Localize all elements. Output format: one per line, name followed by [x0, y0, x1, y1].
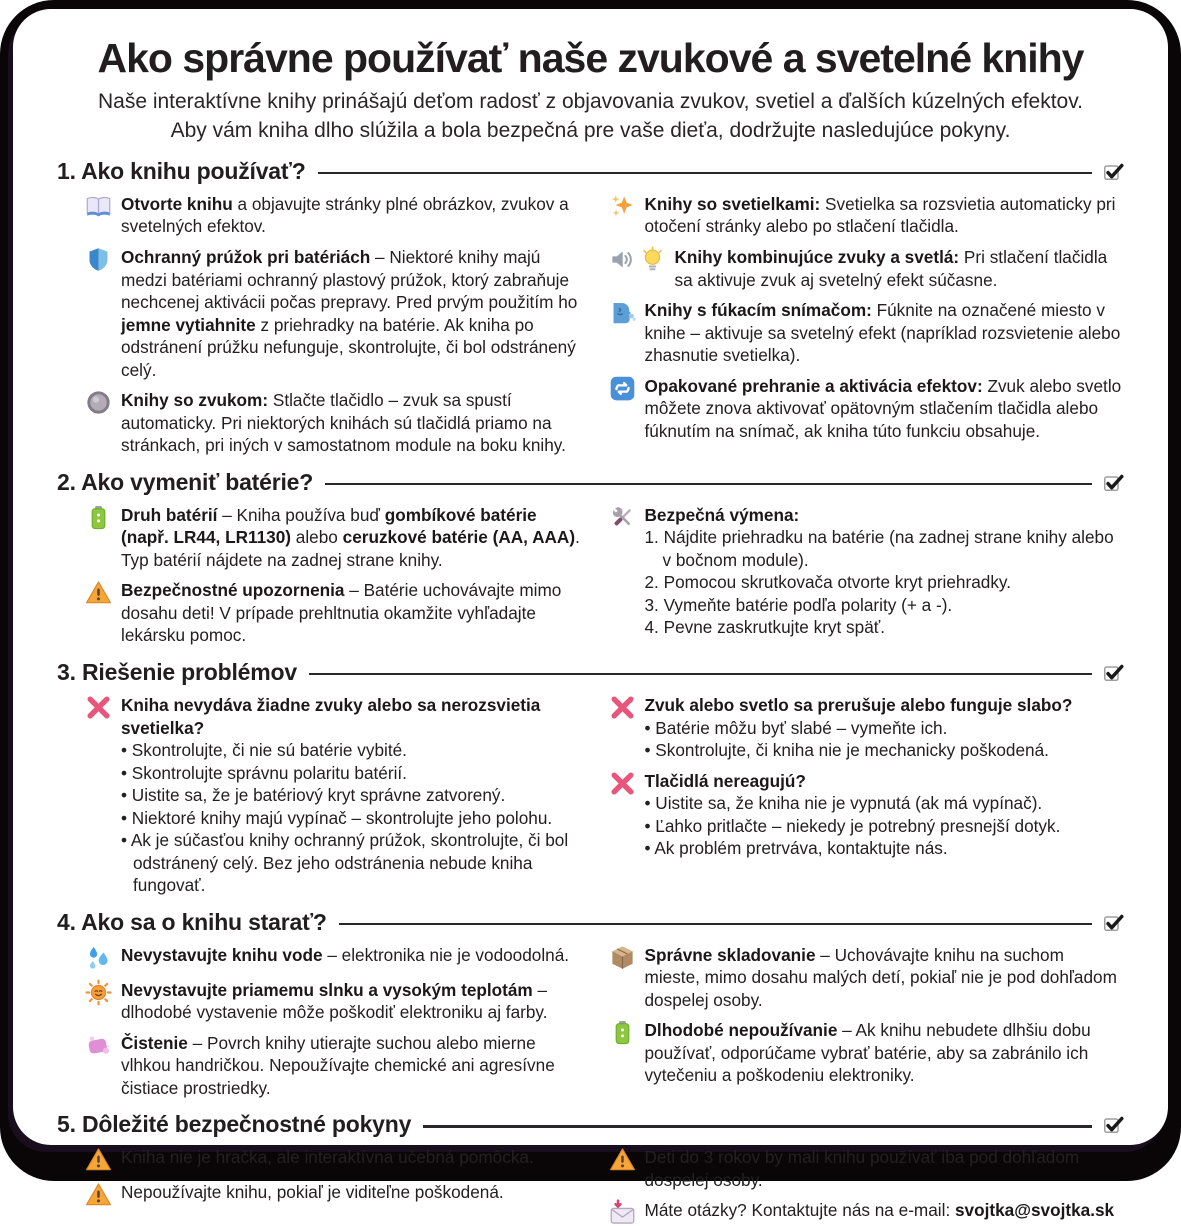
battery-icon	[85, 504, 112, 531]
section-heading: 2. Ako vymeniť batérie?	[57, 468, 314, 495]
bullet-line: • Ľahko pritlačte – niekedy je potrebný presnejší dotyk.	[644, 815, 1061, 836]
item-icons	[85, 694, 112, 721]
instruction-item	[85, 193, 583, 238]
item-text: Druh batérií – Kniha používa buď gombíkové batérie (např. LR44, LR1130) alebo ceruzkové batérie (AA, AAA). Typ batérií nájdete na zadnej strane knihy.	[121, 504, 580, 570]
item-text: Knihy so zvukom: Stlačte tlačidlo – zvuk sa spustí automaticky. Pri niektorých knihách sú tlačidlá priamo na stránkach, pri iných v samostatnom module na boku knihy.	[121, 390, 566, 456]
item-icons	[609, 193, 636, 220]
instruction-item	[609, 1146, 1125, 1191]
item-icons	[85, 579, 112, 606]
item-text: Čistenie – Povrch knihy utierajte suchou alebo mierne vlhkou handričkou. Nepoužívajte chemické ani agresívne čistiace prostriedky.	[121, 1032, 555, 1098]
section-rule	[423, 1125, 1092, 1127]
bulb-icon	[639, 246, 666, 273]
repeat-icon	[609, 375, 636, 402]
shield-icon	[85, 246, 112, 273]
item-icons	[609, 944, 636, 971]
left-column	[57, 944, 583, 1100]
item-icons	[85, 1181, 112, 1208]
section-heading: 3. Riešenie problémov	[57, 658, 297, 685]
instruction-item	[85, 1146, 583, 1173]
section-heading: 1. Ako knihu používať?	[57, 157, 306, 184]
x-mark-icon	[85, 694, 112, 721]
sun-icon	[85, 979, 112, 1006]
item-text: Nevystavujte knihu vode – elektronika nie je vodoodolná.	[121, 944, 570, 965]
right-column	[599, 694, 1125, 897]
left-column	[57, 504, 583, 647]
numbered-line: 1. Nájdite priehradku na batérie (na zadnej strane knihy alebo v bočnom module).	[644, 527, 1114, 570]
blow-sensor-icon	[609, 299, 636, 326]
item-text: Kniha nevydáva žiadne zvuky alebo sa nerozsvietia svetielka? • Skontrolujte, či nie sú batérie vybité. • Skontrolujte správnu polaritu batérií. • Uistite sa, že je batériový kryt správne zatvorený. • Niektoré knihy majú vypínač – skontrolujte jeho polohu. • Ak je súčasťou knihy ochranný prúžok, skontrolujte, či bol odstránený celý. Bez jeho odstránenia nebude kniha fungovať.	[121, 694, 583, 897]
instruction-item	[85, 504, 583, 572]
instruction-item	[609, 193, 1125, 238]
water-drops-icon	[85, 944, 112, 971]
item-text: Bezpečná výmena: 1. Nájdite priehradku na batérie (na zadnej strane knihy alebo v bočnom module). 2. Pomocou skrutkovača otvorte kryt priehradky. 3. Vymeňte batérie podľa polarity (+ a -). 4. Pevne zaskrutkujte kryt späť.	[645, 504, 1125, 639]
section-rule	[325, 483, 1092, 485]
right-column	[599, 504, 1125, 647]
instruction-item	[609, 694, 1125, 762]
section-1	[57, 158, 1124, 457]
numbered-line: 3. Vymeňte batérie podľa polarity (+ a -).	[644, 594, 953, 615]
open-book-icon	[85, 193, 112, 220]
intro-text	[57, 88, 1124, 146]
item-icons	[85, 246, 112, 273]
bullet-line: • Ak je súčasťou knihy ochranný prúžok, skontrolujte, či bol odstránený celý. Bez jeho odstránenia nebude kniha fungovať.	[121, 830, 569, 896]
item-text: Knihy so svetielkami: Svetielka sa rozsvietia automaticky pri otočení stránky alebo po stlačení tlačidla.	[644, 193, 1116, 237]
item-text: Zvuk alebo svetlo sa prerušuje alebo funguje slabo? • Batérie môžu byť slabé – vymeňte ich. • Skontrolujte, či kniha nie je mechanicky poškodená.	[644, 694, 1073, 761]
bullet-line: • Batérie môžu byť slabé – vymeňte ich.	[644, 717, 948, 738]
tools-icon	[609, 504, 636, 531]
left-column	[57, 1146, 583, 1226]
section-3	[57, 659, 1124, 897]
item-text: Bezpečnostné upozornenia – Batérie uchovávajte mimo dosahu deti! V prípade prehltnutia okamžite vyhľadajte lekársku pomoc.	[121, 580, 562, 646]
instruction-item	[85, 246, 583, 381]
soap-icon	[85, 1032, 112, 1059]
checkbox-checked-icon	[1102, 911, 1124, 933]
section-rule	[318, 172, 1092, 174]
instruction-item	[85, 389, 583, 457]
instruction-item	[85, 694, 583, 897]
item-text: Tlačidlá nereagujú? • Uistite sa, že kniha nie je vypnutá (ak má vypínač). • Ľahko pritlačte – niekedy je potrebný presnejší dotyk. • Ak problém pretrváva, kontaktujte nás.	[644, 770, 1061, 859]
item-icons	[609, 375, 636, 402]
section-4	[57, 909, 1124, 1100]
speaker-icon	[609, 246, 636, 273]
item-icons	[85, 504, 112, 531]
x-mark-icon	[609, 770, 636, 797]
storage-box-icon	[609, 944, 636, 971]
section-heading: 4. Ako sa o knihu starať?	[57, 908, 327, 935]
item-icons	[609, 1199, 636, 1226]
bullet-line: • Niektoré knihy majú vypínač – skontrolujte jeho polohu.	[121, 807, 553, 828]
right-column	[599, 193, 1125, 457]
item-icons	[609, 246, 666, 273]
battery-icon	[609, 1019, 636, 1046]
instruction-card	[13, 9, 1168, 1221]
checkbox-checked-icon	[1102, 471, 1124, 493]
checkbox-checked-icon	[1102, 661, 1124, 683]
item-text: Knihy kombinujúce zvuky a svetlá: Pri stlačení tlačidla sa aktivuje zvuk aj svetelný efekt súčasne.	[674, 247, 1108, 290]
warning-icon	[85, 1146, 112, 1173]
section-rule	[339, 923, 1092, 925]
item-text: Otvorte knihu a objavujte stránky plné obrázkov, zvukov a svetelných efektov.	[121, 193, 569, 237]
instruction-item	[609, 375, 1125, 443]
sound-button-icon	[85, 389, 112, 416]
item-text: Dlhodobé nepoužívanie – Ak knihu nebudete dlhšiu dobu používať, odporúčame vybrať batérie, aby sa zabránilo ich vytečeniu a poškodeniu elektroniky.	[644, 1020, 1091, 1086]
intro-line-1: Naše interaktívne knihy prinášajú deťom radosť z objavovania zvukov, svetiel a ďalších kúzelných efektov.	[97, 90, 1084, 113]
instruction-item	[609, 299, 1125, 367]
bullet-line: • Skontrolujte, či nie sú batérie vybité.	[121, 740, 407, 761]
instruction-item	[609, 504, 1125, 639]
bullet-line: • Skontrolujte správnu polaritu batérií.	[121, 762, 407, 783]
instruction-item	[85, 1032, 583, 1100]
right-column	[599, 944, 1125, 1100]
bullet-line: • Uistite sa, že kniha nie je vypnutá (ak má vypínač).	[644, 793, 1043, 814]
item-icons	[609, 1146, 636, 1173]
checkbox-checked-icon	[1102, 160, 1124, 182]
item-text: Nepoužívajte knihu, pokiaľ je viditeľne poškodená.	[121, 1182, 504, 1203]
numbered-line: 4. Pevne zaskrutkujte kryt späť.	[644, 617, 885, 638]
sections	[57, 158, 1124, 1226]
checkbox-checked-icon	[1102, 1113, 1124, 1135]
left-column	[57, 193, 583, 457]
item-icons	[85, 1146, 112, 1173]
item-icons	[85, 1032, 112, 1059]
right-column	[599, 1146, 1125, 1226]
numbered-line: 2. Pomocou skrutkovača otvorte kryt priehradky.	[644, 572, 1012, 593]
bullet-line: • Skontrolujte, či kniha nie je mechanicky poškodená.	[644, 740, 1049, 761]
item-icons	[85, 979, 112, 1006]
item-text: Deti do 3 rokov by mali knihu používať iba pod dohľadom dospelej osoby.	[644, 1147, 1080, 1190]
sparkles-icon	[609, 193, 636, 220]
item-text: Nevystavujte priamemu slnku a vysokým teplotám – dlhodobé vystavenie môže poškodiť elektroniku aj farby.	[121, 979, 548, 1023]
section-heading: 5. Dôležité bezpečnostné pokyny	[57, 1111, 412, 1138]
bullet-line: • Ak problém pretrváva, kontaktujte nás.	[644, 838, 948, 859]
item-icons	[85, 389, 112, 416]
bullet-line: • Uistite sa, že je batériový kryt správne zatvorený.	[121, 785, 506, 806]
instruction-item	[85, 579, 583, 647]
instruction-item	[609, 770, 1125, 860]
item-icons	[609, 694, 636, 721]
section-2	[57, 469, 1124, 647]
item-text: Kniha nie je hračka, ale interaktívna učebná pomôcka.	[121, 1147, 534, 1168]
item-icons	[85, 193, 112, 220]
instruction-item	[85, 1181, 583, 1208]
section-5	[57, 1111, 1124, 1226]
x-mark-icon	[609, 694, 636, 721]
warning-icon	[85, 579, 112, 606]
item-icons	[609, 299, 636, 326]
item-icons	[85, 944, 112, 971]
item-icons	[609, 504, 636, 531]
instruction-item	[609, 1019, 1125, 1087]
warning-icon	[609, 1146, 636, 1173]
section-rule	[309, 673, 1092, 675]
instruction-item	[609, 1199, 1125, 1226]
left-column	[57, 694, 583, 897]
item-text: Opakované prehranie a aktivácia efektov: Zvuk alebo svetlo môžete znova aktivovať opätovným stlačením tlačidla alebo fúknutím na snímač, ak kniha túto funkciu obsahuje.	[644, 375, 1122, 441]
item-icons	[609, 770, 636, 797]
item-icons	[609, 1019, 636, 1046]
item-text: Knihy s fúkacím snímačom: Fúknite na označené miesto v knihe – aktivuje sa svetelný efekt (napríklad rozsvietenie alebo zhasnutie svetielka).	[644, 300, 1121, 366]
instruction-item	[609, 246, 1125, 291]
page-title: Ako správne používať naše zvukové a svetelné knihy	[97, 35, 1084, 81]
item-text: Máte otázky? Kontaktujte nás na e-mail: svojtka@svojtka.sk	[644, 1200, 1115, 1221]
item-text: Správne skladovanie – Uchovávajte knihu na suchom mieste, mimo dosahu malých detí, pokiaľ nie je pod dohľadom dospelej osoby.	[644, 944, 1117, 1010]
instruction-item	[85, 979, 583, 1024]
warning-icon	[85, 1181, 112, 1208]
instruction-item	[85, 944, 583, 971]
email-icon	[609, 1199, 636, 1226]
instruction-item	[609, 944, 1125, 1012]
item-text: Ochranný prúžok pri batériách – Niektoré knihy majú medzi batériami ochranný plastový prúžok, ktorý zabraňuje nechcenej aktivácii počas prepravy. Pred prvým použitím ho jemne vytiahnite z priehradky na batérie. Ak kniha po odstránení prúžku nefunguje, skontrolujte, či bol odstránený celý.	[121, 247, 578, 380]
intro-line-2: Aby vám kniha dlho slúžila a bola bezpečná pre vaše dieťa, dodržujte nasledujúce pokyny.	[170, 118, 1011, 142]
